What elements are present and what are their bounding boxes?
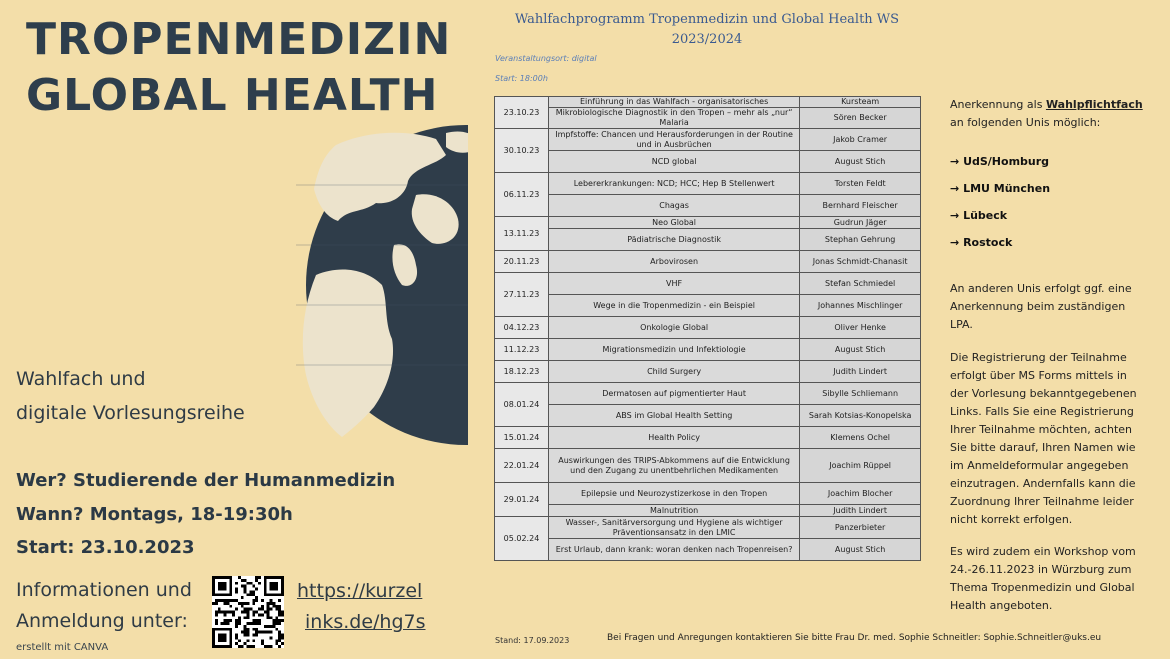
session-speaker: Joachim Blocher bbox=[800, 483, 921, 505]
schedule-row bbox=[495, 405, 921, 427]
session-date: 22.01.24 bbox=[495, 449, 549, 483]
wahlpflichtfach-label: Wahlpflichtfach bbox=[1045, 98, 1143, 111]
subtitle-line2: digitale Vorlesungsreihe bbox=[16, 402, 245, 424]
session-topic: Wege in die Tropenmedizin - ein Beispiel bbox=[548, 295, 799, 317]
session-speaker: Stefan Schmiedel bbox=[800, 273, 921, 295]
session-topic: Child Surgery bbox=[548, 361, 799, 383]
schedule-row bbox=[495, 273, 921, 295]
session-speaker: Kursteam bbox=[800, 97, 921, 108]
registration-link-line2[interactable]: inks.de/hg7s bbox=[305, 611, 426, 633]
session-topic: Arbovirosen bbox=[548, 251, 799, 273]
poster-title-line2: GLOBAL HEALTH bbox=[26, 70, 439, 121]
paragraph-workshop: Es wird zudem ein Workshop vom 24.-26.11.2023 in Würzburg zum Thema Tropenmedizin und Global Health angeboten. bbox=[950, 545, 1136, 612]
session-topic: Impfstoffe: Chancen und Herausforderungen in der Routine und in Ausbrüchen bbox=[548, 129, 799, 151]
session-speaker: Judith Lindert bbox=[800, 505, 921, 517]
session-topic: Pädiatrische Diagnostik bbox=[548, 229, 799, 251]
session-date: 06.11.23 bbox=[495, 173, 549, 217]
session-topic: Health Policy bbox=[548, 427, 799, 449]
venue-text: Veranstaltungsort: digital bbox=[495, 54, 597, 63]
schedule-row bbox=[495, 517, 921, 539]
session-topic: Erst Urlaub, dann krank: woran denken nach Tropenreisen? bbox=[548, 539, 799, 561]
poster-title-line1: TROPENMEDIZIN bbox=[26, 14, 452, 65]
schedule-row bbox=[495, 295, 921, 317]
session-date: 04.12.23 bbox=[495, 317, 549, 339]
session-speaker: Jonas Schmidt-Chanasit bbox=[800, 251, 921, 273]
session-speaker: Gudrun Jäger bbox=[800, 217, 921, 229]
programme-title-line1: Wahlfachprogramm Tropenmedizin und Global Health WS bbox=[514, 12, 900, 27]
start-time-text: Start: 18:00h bbox=[495, 74, 548, 83]
session-topic: Neo Global bbox=[548, 217, 799, 229]
schedule-row bbox=[495, 383, 921, 405]
session-date: 30.10.23 bbox=[495, 129, 549, 173]
session-topic: Malnutrition bbox=[548, 505, 799, 517]
schedule-table bbox=[494, 96, 921, 561]
stand-date: Stand: 17.09.2023 bbox=[495, 636, 570, 645]
session-speaker: Torsten Feldt bbox=[800, 173, 921, 195]
session-date: 11.12.23 bbox=[495, 339, 549, 361]
session-topic: Epilepsie und Neurozystizerkose in den Tropen bbox=[548, 483, 799, 505]
registration-link-line1[interactable]: https://kurzel bbox=[297, 580, 423, 602]
session-speaker: August Stich bbox=[800, 151, 921, 173]
paragraph-other-unis: An anderen Unis erfolgt ggf. eine Anerkennung beim zuständigen LPA. bbox=[950, 282, 1132, 331]
contact-text: Bei Fragen und Anregungen kontaktieren Sie bitte Frau Dr. med. Sophie Schneitler: Sophie.Schneitler@uks.eu bbox=[607, 633, 1102, 643]
session-topic: Onkologie Global bbox=[548, 317, 799, 339]
session-speaker: Oliver Henke bbox=[800, 317, 921, 339]
audience-text: Wer? Studierende der Humanmedizin bbox=[16, 470, 396, 491]
schedule-row bbox=[495, 195, 921, 217]
session-date: 05.02.24 bbox=[495, 517, 549, 561]
schedule-row bbox=[495, 229, 921, 251]
session-date: 18.12.23 bbox=[495, 361, 549, 383]
session-speaker: Joachim Rüppel bbox=[800, 449, 921, 483]
session-date: 27.11.23 bbox=[495, 273, 549, 317]
schedule-row bbox=[495, 251, 921, 273]
session-date: 08.01.24 bbox=[495, 383, 549, 427]
session-speaker: Sarah Kotsias-Konopelska bbox=[800, 405, 921, 427]
schedule-text: Wann? Montags, 18-19:30h bbox=[16, 504, 293, 525]
paragraph-registration: Die Registrierung der Teilnahme erfolgt über MS Forms mittels in der Vorlesung bekanntgegebenen Links. Falls Sie eine Registrierung Ihrer Teilnahme möchten, achten Sie bitte darauf, Ihren Namen wie im Anmeldeformular angegeben einzutragen. Andernfalls kann die Zuordnung Ihrer Teilnahme leider nicht korrekt erfolgen. bbox=[950, 351, 1137, 526]
session-topic: NCD global bbox=[548, 151, 799, 173]
session-date: 15.01.24 bbox=[495, 427, 549, 449]
session-topic: Wasser-, Sanitärversorgung und Hygiene als wichtiger Präventionsansatz in den LMIC bbox=[548, 517, 799, 539]
session-speaker: Klemens Ochel bbox=[800, 427, 921, 449]
arrow-right-icon: → bbox=[950, 182, 960, 195]
session-topic: Dermatosen auf pigmentierter Haut bbox=[548, 383, 799, 405]
schedule-row bbox=[495, 151, 921, 173]
session-topic: Chagas bbox=[548, 195, 799, 217]
schedule-row bbox=[495, 483, 921, 505]
programme-title-line2: 2023/2024 bbox=[671, 32, 743, 47]
session-topic: Lebererkrankungen: NCD; HCC; Hep B Stellenwert bbox=[548, 173, 799, 195]
arrow-right-icon: → bbox=[950, 155, 960, 168]
schedule-row bbox=[495, 339, 921, 361]
schedule-row bbox=[495, 129, 921, 151]
schedule-row bbox=[495, 97, 921, 108]
session-topic: VHF bbox=[548, 273, 799, 295]
session-speaker: August Stich bbox=[800, 339, 921, 361]
canva-credit: erstellt mit CANVA bbox=[16, 642, 109, 653]
arrow-right-icon: → bbox=[950, 236, 960, 249]
schedule-row bbox=[495, 505, 921, 517]
university-item: → Rostock bbox=[950, 236, 1013, 249]
schedule-row bbox=[495, 108, 921, 129]
session-topic: ABS im Global Health Setting bbox=[548, 405, 799, 427]
session-date: 13.11.23 bbox=[495, 217, 549, 251]
session-speaker: Jakob Cramer bbox=[800, 129, 921, 151]
session-date: 23.10.23 bbox=[495, 97, 549, 129]
university-item: → UdS/Homburg bbox=[950, 155, 1050, 168]
info-line2: Anmeldung unter: bbox=[16, 610, 188, 632]
qr-code[interactable] bbox=[212, 576, 284, 648]
session-speaker: Stephan Gehrung bbox=[800, 229, 921, 251]
globe-illustration bbox=[296, 125, 468, 445]
recognition-intro-prefix: Anerkennung als bbox=[950, 98, 1046, 111]
recognition-intro-line2: an folgenden Unis möglich: bbox=[950, 116, 1101, 129]
session-topic: Migrationsmedizin und Infektiologie bbox=[548, 339, 799, 361]
session-speaker: Sören Becker bbox=[800, 108, 921, 129]
university-item: → LMU München bbox=[950, 182, 1051, 195]
schedule-row bbox=[495, 317, 921, 339]
session-topic: Auswirkungen des TRIPS-Abkommens auf die Entwicklung und den Zugang zu unentbehrlichen Medikamenten bbox=[548, 449, 799, 483]
info-line1: Informationen und bbox=[16, 579, 192, 601]
session-speaker: Panzerbieter bbox=[800, 517, 921, 539]
session-speaker: Sibylle Schliemann bbox=[800, 383, 921, 405]
schedule-row bbox=[495, 427, 921, 449]
subtitle-line1: Wahlfach und bbox=[16, 368, 146, 390]
session-speaker: August Stich bbox=[800, 539, 921, 561]
recognition-intro bbox=[950, 96, 1143, 132]
session-speaker: Bernhard Fleischer bbox=[800, 195, 921, 217]
start-date-text: Start: 23.10.2023 bbox=[16, 537, 195, 558]
university-item: → Lübeck bbox=[950, 209, 1008, 222]
session-speaker: Judith Lindert bbox=[800, 361, 921, 383]
session-topic: Mikrobiologische Diagnostik in den Tropen – mehr als „nur“ Malaria bbox=[548, 108, 799, 129]
schedule-row bbox=[495, 173, 921, 195]
session-date: 29.01.24 bbox=[495, 483, 549, 517]
schedule-row bbox=[495, 361, 921, 383]
session-topic: Einführung in das Wahlfach - organisatorisches bbox=[548, 97, 799, 108]
schedule-row bbox=[495, 539, 921, 561]
university-list bbox=[950, 155, 1050, 263]
schedule-row bbox=[495, 449, 921, 483]
arrow-right-icon: → bbox=[950, 209, 960, 222]
session-date: 20.11.23 bbox=[495, 251, 549, 273]
schedule-row bbox=[495, 217, 921, 229]
session-speaker: Johannes Mischlinger bbox=[800, 295, 921, 317]
